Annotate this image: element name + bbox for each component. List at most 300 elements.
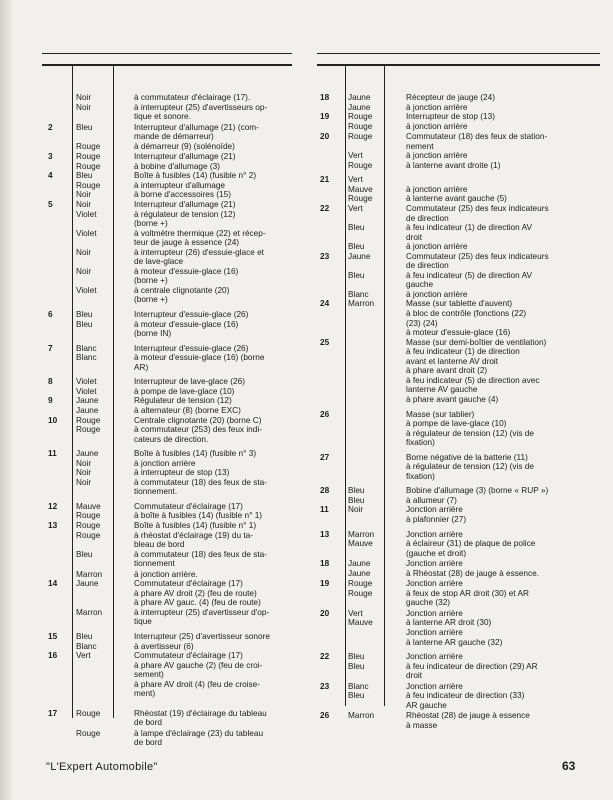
wire-connection: (borne +): [134, 276, 168, 286]
table-row: [48, 511, 298, 521]
table-row: [320, 194, 595, 204]
wire-connection: (gauche et droit): [406, 548, 467, 558]
wire-number: [320, 151, 348, 161]
wire-connection: à régulateur de tension (12) (vis de: [406, 462, 534, 472]
wire-number: [320, 419, 348, 429]
wire-number: 26: [320, 409, 330, 419]
wire-connection: à commutateur (18) des feux de sta-: [134, 477, 267, 487]
wire-connection: à commutateur d'éclairage (17).: [134, 93, 251, 102]
wire-number: [48, 608, 76, 618]
wire-connection: à moteur d'essuie-glace (16): [406, 328, 511, 338]
table-row: [320, 214, 595, 224]
wire-number: 19: [320, 112, 330, 122]
table-row: [48, 142, 298, 152]
table-row: [48, 718, 298, 728]
wire-color: Rouge: [348, 132, 373, 142]
table-row: [48, 709, 298, 719]
wire-color: [76, 540, 134, 550]
table-row: [48, 729, 298, 739]
wire-number: [320, 589, 348, 599]
wire-connection: Boîte à fusibles (14) (fusible n° 1): [134, 520, 257, 530]
wire-color: Bleu: [348, 223, 365, 233]
table-row: [48, 152, 298, 162]
wire-color: [348, 628, 406, 638]
wire-number: [48, 425, 76, 435]
wire-color: Violet: [76, 386, 97, 396]
table-row: [320, 242, 595, 252]
page-number: 63: [562, 759, 576, 773]
wire-number: [320, 319, 348, 329]
wire-connection: ment): [134, 689, 156, 699]
table-row: [48, 171, 298, 181]
wire-connection: à commutateur (253) des feux indi-: [134, 425, 262, 435]
wire-color: Noir: [76, 102, 92, 112]
table-row: [48, 132, 298, 142]
wire-connection: à feu indicateur de direction (33): [406, 691, 525, 701]
wire-number: [320, 701, 348, 711]
wire-color: [348, 319, 406, 329]
wire-connection: à bobine d'allumage (3): [134, 161, 220, 171]
table-row: [320, 280, 595, 290]
wire-number: [320, 185, 348, 195]
wire-number: 22: [320, 652, 330, 662]
wire-color: Jaune: [76, 396, 99, 406]
table-row: [320, 671, 595, 681]
table-row: [320, 299, 595, 309]
wire-connection: à démarreur (9) (solénoïde): [134, 141, 235, 151]
wire-number: 18: [320, 559, 330, 569]
table-row: [48, 344, 298, 354]
wire-color: Jaune: [348, 102, 371, 112]
wire-color: [348, 347, 406, 357]
wire-number: [48, 729, 76, 739]
wire-number: [320, 242, 348, 252]
wire-number: [320, 376, 348, 386]
table-row: [48, 248, 298, 258]
wire-number: 8: [48, 377, 53, 387]
wire-color: [348, 671, 406, 681]
table-row: [48, 103, 298, 113]
wire-color: Bleu: [348, 242, 365, 252]
table-row: [320, 151, 595, 161]
wire-number: [48, 286, 76, 296]
wire-number: [320, 290, 348, 300]
wire-color: Rouge: [348, 160, 373, 170]
wire-connection: à pompe de lave-glace (10): [134, 386, 235, 396]
wire-connection: (borne +): [134, 219, 168, 229]
wire-number: [320, 598, 348, 608]
wire-connection: à phare AV droit (2) (feu de route): [134, 588, 257, 598]
wire-number: [48, 363, 76, 373]
table-row: [320, 338, 595, 348]
wire-connection: Centrale clignotante (20) (borne C): [134, 415, 262, 425]
page-edge-shadow: [0, 0, 12, 800]
table-row: [320, 252, 595, 262]
wire-connection: à phare AV droit (4) (feu de croise-: [134, 679, 260, 689]
wire-number: 20: [320, 608, 330, 618]
table-row: [48, 123, 298, 133]
table-row: [48, 608, 298, 618]
wire-connection: Jonction arrière: [406, 681, 463, 691]
wire-color: Jaune: [348, 93, 371, 102]
wire-number: [320, 280, 348, 290]
wire-color: Noir: [76, 458, 92, 468]
wire-connection: Commutateur d'éclairage (17): [134, 579, 243, 589]
wire-number: 14: [48, 579, 58, 589]
wire-connection: à voltmètre thermique (22) et récep-: [134, 228, 266, 238]
wire-color: [76, 132, 134, 142]
wire-number: [48, 248, 76, 258]
wire-connection: Masse (sur tablier): [406, 409, 475, 419]
wire-color: Bleu: [348, 691, 365, 701]
wire-color: [76, 738, 134, 748]
table-row: [320, 711, 595, 721]
table-row: [320, 628, 595, 638]
table-row: [48, 210, 298, 220]
table-row: [320, 598, 595, 608]
wire-connection: Interrupteur (25) d'avertisseur sonore: [134, 631, 270, 641]
wire-number: 5: [48, 200, 53, 210]
table-row: [48, 257, 298, 267]
wire-color: Rouge: [348, 112, 373, 122]
wire-connection: à centrale clignotante (20): [134, 285, 230, 295]
wire-number: [48, 589, 76, 599]
table-row: [48, 229, 298, 239]
wire-color: Jaune: [76, 449, 99, 459]
wire-connection: à jonction arrière: [406, 242, 468, 252]
wire-connection: tionnement.: [134, 487, 178, 497]
wire-number: [320, 472, 348, 482]
wire-number: [48, 276, 76, 286]
wire-color: [348, 419, 406, 429]
wire-color: Marron: [348, 299, 375, 309]
wire-number: [48, 689, 76, 699]
wire-number: 17: [48, 708, 58, 718]
wire-number: [320, 347, 348, 357]
table-row: [320, 549, 595, 559]
wire-connection: Jonction arrière: [406, 608, 463, 618]
table-row: [320, 395, 595, 405]
wire-number: 2: [48, 122, 53, 132]
wire-color: [348, 142, 406, 152]
wire-color: Rouge: [76, 708, 101, 718]
wire-number: [48, 93, 76, 103]
wire-number: 9: [48, 396, 53, 406]
wire-number: [48, 295, 76, 305]
wire-color: [76, 487, 134, 497]
wire-connection: à éclaireur (31) de plaque de police: [406, 539, 536, 549]
wire-color: Vert: [348, 204, 363, 214]
table-row: [48, 387, 298, 397]
table-row: [320, 319, 595, 329]
wire-color: [76, 276, 134, 286]
table-row: [48, 190, 298, 200]
wire-color: [348, 395, 406, 405]
wire-connection: droit: [406, 232, 423, 242]
wire-color: [348, 438, 406, 448]
table-row: [320, 93, 595, 103]
wire-number: [48, 181, 76, 191]
table-row: [320, 652, 595, 662]
wire-color: Rouge: [76, 161, 101, 171]
wire-connection: à masse: [406, 720, 438, 730]
table-row: [320, 589, 595, 599]
wire-connection: Masse (sur tablette d'auvent): [406, 299, 513, 309]
wire-number: [320, 662, 348, 672]
wire-number: [320, 194, 348, 204]
wire-color: Rouge: [348, 588, 373, 598]
wire-connection: Interrupteur d'allumage (21): [134, 200, 236, 210]
wire-number: 28: [320, 486, 330, 496]
table-row: [320, 569, 595, 579]
table-row: [320, 328, 595, 338]
table-row: [320, 161, 595, 171]
wire-number: [48, 112, 76, 122]
wire-number: [320, 549, 348, 559]
wire-connection: Bobine d'allumage (3) (borne « RUP »): [406, 486, 549, 496]
wire-number: [48, 642, 76, 652]
wire-number: [48, 468, 76, 478]
table-row: [48, 487, 298, 497]
wire-number: [48, 257, 76, 267]
wire-number: 21: [320, 175, 330, 185]
wire-number: [48, 162, 76, 172]
wire-number: [48, 435, 76, 445]
wire-connection: à rhéostat d'éclairage (19) du ta-: [134, 530, 253, 540]
wire-number: [320, 385, 348, 395]
wire-number: [320, 438, 348, 448]
wire-connection: tionnement: [134, 559, 175, 569]
wire-color: Bleu: [76, 122, 93, 132]
wire-connection: à moteur d'essuie-glace (16): [134, 266, 239, 276]
wire-color: [348, 366, 406, 376]
wire-connection: bleau de bord: [134, 540, 185, 550]
wire-connection: (23) (24): [406, 318, 438, 328]
wire-connection: avant et lanterne AV droit: [406, 356, 499, 366]
wire-color: Noir: [76, 93, 92, 102]
wire-color: Noir: [76, 190, 92, 200]
wire-number: [320, 395, 348, 405]
wire-connection: à jonction arrière: [134, 458, 196, 468]
wire-connection: à feu indicateur (5) de direction AV: [406, 270, 532, 280]
wire-connection: à allumeur (7): [406, 495, 457, 505]
wire-color: [348, 214, 406, 224]
wire-connection: Commutateur d'éclairage (17): [134, 501, 243, 511]
table-row: [48, 550, 298, 560]
wire-connection: à alternateur (8) (borne EXC): [134, 405, 241, 415]
wire-color: Noir: [76, 477, 92, 487]
wire-connection: à lanterne AR droit (30): [406, 618, 492, 628]
table-row: [48, 689, 298, 699]
wire-connection: mande de démarreur): [134, 132, 214, 142]
table-row: [320, 233, 595, 243]
wire-number: 23: [320, 251, 330, 261]
wire-number: [320, 628, 348, 638]
table-row: [320, 103, 595, 113]
wire-number: [320, 122, 348, 132]
table-row: [320, 290, 595, 300]
wire-number: 20: [320, 132, 330, 142]
wire-color: Rouge: [76, 728, 101, 738]
wire-color: [348, 376, 406, 386]
wire-number: [48, 661, 76, 671]
wire-connection: Boîte à fusibles (14) (fusible n° 2): [134, 171, 257, 181]
wire-connection: à régulateur de tension (12): [134, 209, 236, 219]
table-row: [320, 515, 595, 525]
wire-color: Noir: [76, 266, 92, 276]
wire-connection: de direction: [406, 261, 449, 271]
table-row: [48, 589, 298, 599]
table-row: [48, 363, 298, 373]
wire-connection: Commutateur (25) des feux indicateurs: [406, 204, 549, 214]
wire-color: [76, 680, 134, 690]
table-row: [320, 638, 595, 648]
wire-color: [348, 515, 406, 525]
wire-connection: Jonction arrière: [406, 529, 463, 539]
table-row: [320, 410, 595, 420]
wire-connection: de bord: [134, 718, 162, 728]
wire-connection: Interrupteur de lave-glace (26): [134, 377, 245, 387]
wire-number: [48, 103, 76, 113]
wire-number: [320, 691, 348, 701]
wire-connection: Jonction arrière: [406, 627, 463, 637]
wire-number: [320, 233, 348, 243]
table-row: [320, 261, 595, 271]
wire-connection: à plafonnier (27): [406, 514, 467, 524]
wire-color: [348, 280, 406, 290]
wire-color: [348, 385, 406, 395]
wire-color: Noir: [76, 468, 92, 478]
wire-color: [348, 453, 406, 463]
wire-color: [76, 363, 134, 373]
wire-connection: AR gauche: [406, 700, 447, 710]
wire-color: Rouge: [76, 520, 101, 530]
wire-color: [76, 435, 134, 445]
wire-number: 26: [320, 711, 330, 721]
wire-color: [348, 338, 406, 348]
wire-color: [76, 238, 134, 248]
wire-color: [76, 670, 134, 680]
wire-number: 15: [48, 631, 58, 641]
wire-color: Rouge: [76, 425, 101, 435]
wire-number: [48, 267, 76, 277]
wire-color: Violet: [76, 228, 97, 238]
wire-connection: à boîte à fusibles (14) (fusible n° 1): [134, 511, 263, 521]
wire-color: [348, 721, 406, 731]
table-row: [320, 347, 595, 357]
wire-number: 11: [320, 505, 329, 515]
wire-connection: à avertisseur (6): [134, 641, 194, 651]
wire-number: [48, 219, 76, 229]
wire-color: Bleu: [348, 270, 365, 280]
wire-connection: à interrupteur (25) d'avertisseurs op-: [134, 102, 268, 112]
wire-connection: à jonction arrière: [406, 121, 468, 131]
wire-number: [48, 478, 76, 488]
wire-connection: Interrupteur d'essuie-glace (26): [134, 343, 249, 353]
rule-bottom-right: [317, 64, 600, 66]
table-row: [48, 267, 298, 277]
table-row: [320, 609, 595, 619]
wire-number: [48, 229, 76, 239]
table-row: [48, 540, 298, 550]
table-row: [48, 598, 298, 608]
wire-connection: gauche (32): [406, 598, 451, 608]
wire-number: 13: [48, 520, 58, 530]
table-row: [48, 680, 298, 690]
table-row: [48, 238, 298, 248]
table-row: [320, 185, 595, 195]
wire-connection: à feux de stop AR droit (30) et AR: [406, 588, 529, 598]
wire-number: 24: [320, 299, 330, 309]
table-row: [320, 472, 595, 482]
table-row: [48, 286, 298, 296]
wire-color: [76, 559, 134, 569]
wire-connection: à jonction arrière: [406, 184, 468, 194]
wire-color: [76, 589, 134, 599]
wire-connection: Borne négative de la batterie (11): [406, 452, 528, 462]
wire-color: [348, 410, 406, 420]
wire-color: Mauve: [348, 618, 373, 628]
wire-connection: à phare AV gauche (2) (feu de croi-: [134, 660, 263, 670]
wire-number: [48, 320, 76, 330]
wire-connection: à lanterne avant droite (1): [406, 160, 501, 170]
wire-number: [320, 142, 348, 152]
wire-number: [320, 103, 348, 113]
table-row: [48, 478, 298, 488]
wire-connection: cateurs de direction.: [134, 434, 209, 444]
rule-top-left: [42, 53, 292, 54]
wire-number: [48, 487, 76, 497]
table-row: [320, 204, 595, 214]
wire-number: 6: [48, 310, 53, 320]
wire-number: [48, 190, 76, 200]
wire-color: Jaune: [348, 251, 371, 261]
table-row: [48, 329, 298, 339]
wire-connection: fixation): [406, 438, 435, 448]
wire-connection: lanterne AV gauche: [406, 385, 478, 395]
wire-color: [348, 309, 406, 319]
wire-connection: à interrupteur d'allumage: [134, 180, 226, 190]
wire-color: Bleu: [76, 319, 93, 329]
wire-number: [48, 718, 76, 728]
wire-color: Blanc: [348, 681, 369, 691]
wire-number: [48, 540, 76, 550]
table-row: [48, 112, 298, 122]
wire-color: Mauve: [348, 539, 373, 549]
wire-number: [320, 214, 348, 224]
table-row: [320, 419, 595, 429]
table-row: [320, 429, 595, 439]
wire-connection: à lampe d'éclairage (23) du tableau: [134, 728, 264, 738]
wire-connection: à lanterne AR gauche (32): [406, 637, 503, 647]
wire-color: Violet: [76, 285, 97, 295]
table-row: [320, 539, 595, 549]
wire-color: [76, 295, 134, 305]
wire-number: [48, 459, 76, 469]
wire-number: [48, 353, 76, 363]
table-row: [48, 93, 298, 103]
table-row: [48, 425, 298, 435]
table-row: [48, 162, 298, 172]
table-row: [320, 132, 595, 142]
wire-color: [348, 598, 406, 608]
wire-connection: Interrupteur de stop (13): [406, 112, 495, 122]
wire-connection: à interrupteur (25) d'avertisseur d'op-: [134, 607, 270, 617]
wire-connection: teur de jauge à essence (24): [134, 238, 240, 248]
wire-number: [48, 617, 76, 627]
wire-connection: Jonction arrière: [406, 505, 463, 515]
wire-connection: Interrupteur d'essuie-glace (26): [134, 310, 249, 320]
